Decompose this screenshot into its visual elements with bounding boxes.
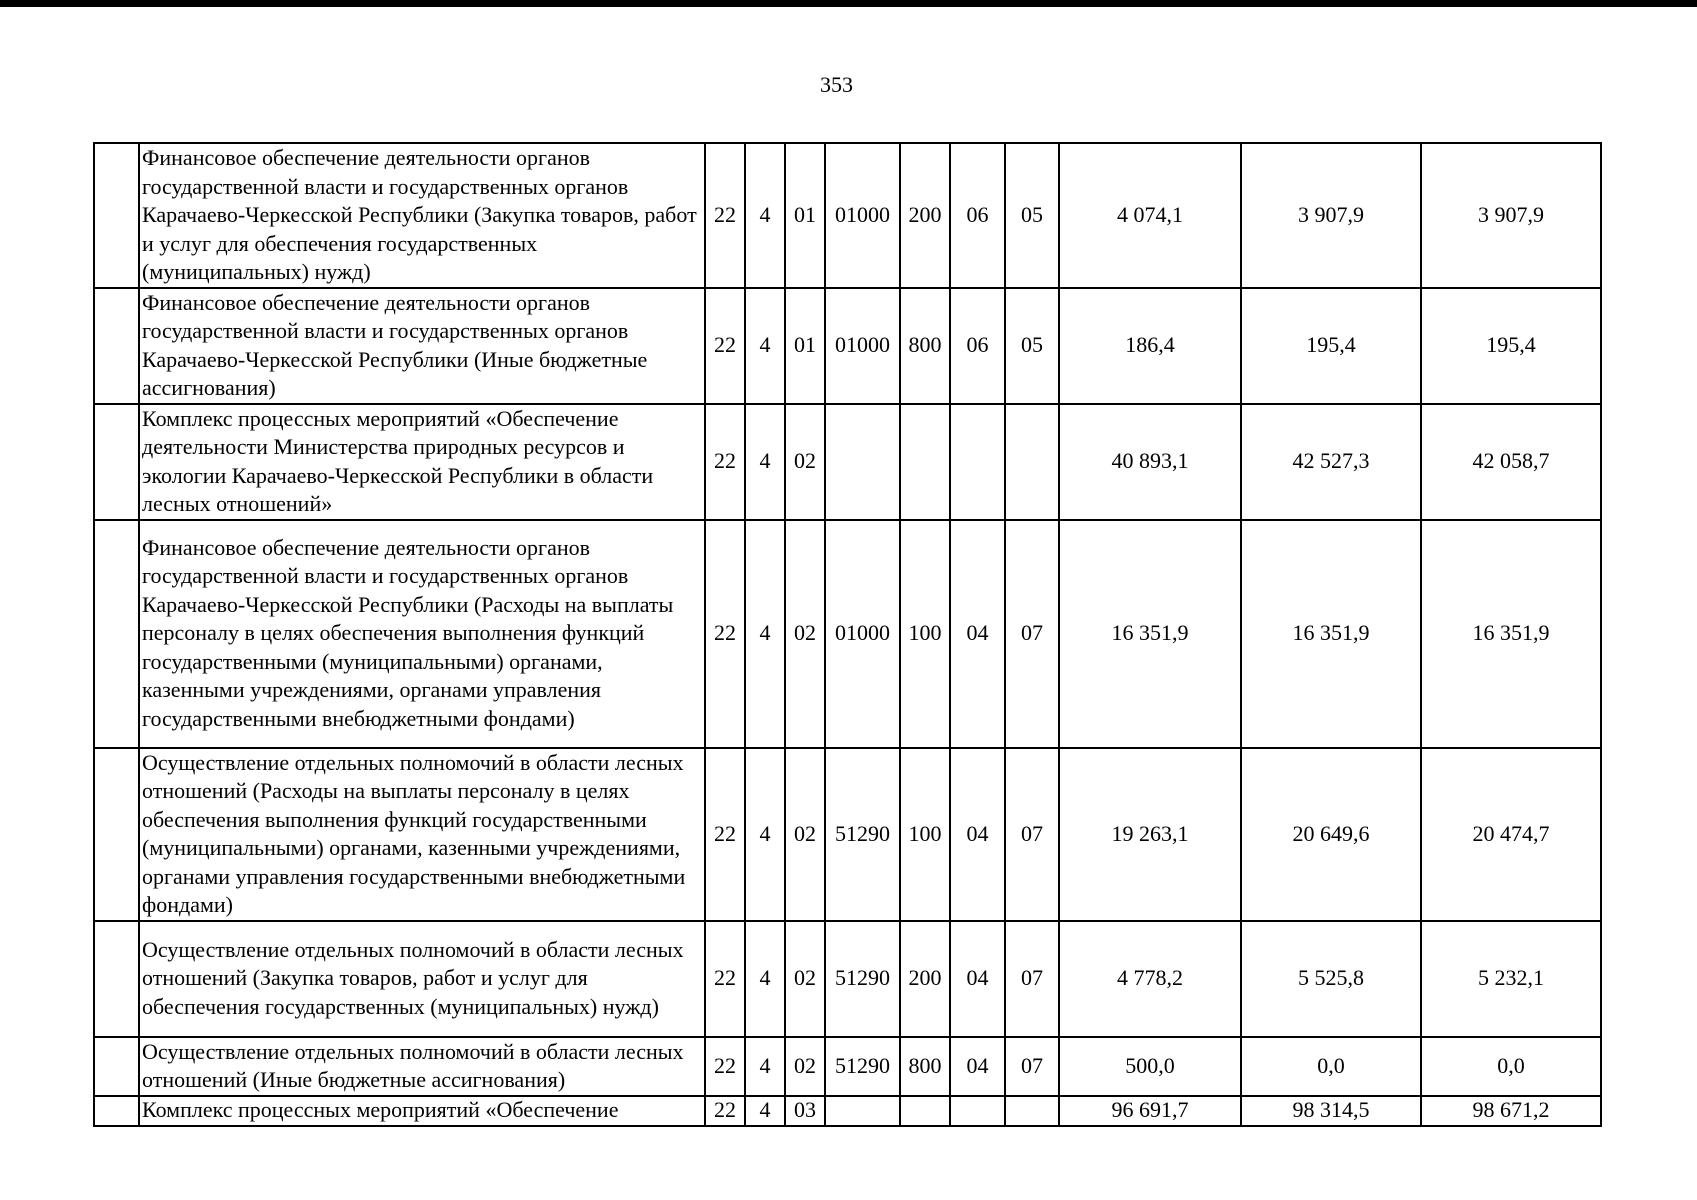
expense-name-cell: Финансовое обеспечение деятельности органов государственной власти и государственных органов Карачаево-Черкесской Республики (Расходы на выплаты персоналу в целях обеспечения выполнения функций государственными (муниципальными) органами, казенными учреждениями, органами управления государственными внебюджетными фондами)	[139, 520, 705, 748]
row-index-cell	[94, 404, 139, 520]
amount-year2-cell: 16 351,9	[1241, 520, 1421, 748]
section-cell: 06	[950, 143, 1005, 288]
subprogram-code-cell: 02	[785, 1037, 825, 1096]
amount-year2-cell: 42 527,3	[1241, 404, 1421, 520]
subprogram-code-cell: 01	[785, 288, 825, 404]
amount-year1-cell: 4 074,1	[1059, 143, 1241, 288]
row-index-cell	[94, 288, 139, 404]
subprogram-code-cell: 01	[785, 143, 825, 288]
ministry-code-cell: 22	[705, 404, 745, 520]
amount-year2-cell: 98 314,5	[1241, 1096, 1421, 1126]
amount-year3-cell: 195,4	[1421, 288, 1601, 404]
section-cell: 06	[950, 288, 1005, 404]
amount-year2-cell: 3 907,9	[1241, 143, 1421, 288]
expense-name-cell: Осуществление отдельных полномочий в области лесных отношений (Расходы на выплаты персоналу в целях обеспечения выполнения функций государственными (муниципальными) органами, казенными учреждениями, органами управления государственными внебюджетными фондами)	[139, 748, 705, 921]
expense-name-cell: Финансовое обеспечение деятельности органов государственной власти и государственных органов Карачаево-Черкесской Республики (Закупка товаров, работ и услуг для обеспечения государственных (муниципальных) нужд)	[139, 143, 705, 288]
table-row	[94, 520, 1601, 748]
row-index-cell	[94, 1096, 139, 1126]
expense-name-cell: Осуществление отдельных полномочий в области лесных отношений (Закупка товаров, работ и услуг для обеспечения государственных (муниципальных) нужд)	[139, 921, 705, 1037]
direction-code-cell: 51290	[825, 921, 900, 1037]
amount-year1-cell: 16 351,9	[1059, 520, 1241, 748]
amount-year3-cell: 0,0	[1421, 1037, 1601, 1096]
expense-type-cell: 200	[900, 921, 950, 1037]
amount-year1-cell: 4 778,2	[1059, 921, 1241, 1037]
amount-year2-cell: 0,0	[1241, 1037, 1421, 1096]
table-row	[94, 921, 1601, 1037]
direction-code-cell: 01000	[825, 520, 900, 748]
amount-year2-cell: 5 525,8	[1241, 921, 1421, 1037]
subsection-cell: 05	[1005, 143, 1059, 288]
ministry-code-cell: 22	[705, 921, 745, 1037]
amount-year1-cell: 40 893,1	[1059, 404, 1241, 520]
program-code-cell: 4	[745, 288, 785, 404]
ministry-code-cell: 22	[705, 520, 745, 748]
direction-code-cell: 51290	[825, 748, 900, 921]
section-cell: 04	[950, 1037, 1005, 1096]
expense-type-cell: 200	[900, 143, 950, 288]
expense-name-cell: Комплекс процессных мероприятий «Обеспечение деятельности Министерства природных ресурсов и экологии Карачаево-Черкесской Республики в области лесных отношений»	[139, 404, 705, 520]
program-code-cell: 4	[745, 748, 785, 921]
section-cell: 04	[950, 748, 1005, 921]
row-index-cell	[94, 748, 139, 921]
subsection-cell	[1005, 404, 1059, 520]
expense-name-cell: Комплекс процессных мероприятий «Обеспечение	[139, 1096, 705, 1126]
amount-year2-cell: 195,4	[1241, 288, 1421, 404]
amount-year1-cell: 500,0	[1059, 1037, 1241, 1096]
expense-type-cell: 100	[900, 520, 950, 748]
direction-code-cell: 01000	[825, 288, 900, 404]
amount-year3-cell: 42 058,7	[1421, 404, 1601, 520]
direction-code-cell: 01000	[825, 143, 900, 288]
subsection-cell: 07	[1005, 520, 1059, 748]
expense-name-cell: Осуществление отдельных полномочий в области лесных отношений (Иные бюджетные ассигнования)	[139, 1037, 705, 1096]
amount-year3-cell: 5 232,1	[1421, 921, 1601, 1037]
expense-type-cell: 100	[900, 748, 950, 921]
section-cell	[950, 404, 1005, 520]
subsection-cell	[1005, 1096, 1059, 1126]
section-cell	[950, 1096, 1005, 1126]
table-row	[94, 288, 1601, 404]
subprogram-code-cell: 02	[785, 921, 825, 1037]
scan-top-border	[0, 0, 1697, 7]
amount-year1-cell: 19 263,1	[1059, 748, 1241, 921]
ministry-code-cell: 22	[705, 748, 745, 921]
subsection-cell: 07	[1005, 1037, 1059, 1096]
expense-type-cell	[900, 404, 950, 520]
amount-year3-cell: 3 907,9	[1421, 143, 1601, 288]
page-number: 353	[820, 72, 853, 97]
amount-year3-cell: 20 474,7	[1421, 748, 1601, 921]
table-row	[94, 1037, 1601, 1096]
amount-year3-cell: 16 351,9	[1421, 520, 1601, 748]
row-index-cell	[94, 143, 139, 288]
program-code-cell: 4	[745, 921, 785, 1037]
program-code-cell: 4	[745, 1096, 785, 1126]
program-code-cell: 4	[745, 520, 785, 748]
expense-type-cell	[900, 1096, 950, 1126]
ministry-code-cell: 22	[705, 288, 745, 404]
ministry-code-cell: 22	[705, 1096, 745, 1126]
ministry-code-cell: 22	[705, 143, 745, 288]
subsection-cell: 07	[1005, 921, 1059, 1037]
expense-name-cell: Финансовое обеспечение деятельности органов государственной власти и государственных органов Карачаево-Черкесской Республики (Иные бюджетные ассигнования)	[139, 288, 705, 404]
table-row	[94, 404, 1601, 520]
program-code-cell: 4	[745, 1037, 785, 1096]
amount-year2-cell: 20 649,6	[1241, 748, 1421, 921]
table-row	[94, 1096, 1601, 1126]
amount-year1-cell: 96 691,7	[1059, 1096, 1241, 1126]
expense-type-cell: 800	[900, 1037, 950, 1096]
subprogram-code-cell: 02	[785, 748, 825, 921]
expense-type-cell: 800	[900, 288, 950, 404]
amount-year1-cell: 186,4	[1059, 288, 1241, 404]
subsection-cell: 05	[1005, 288, 1059, 404]
program-code-cell: 4	[745, 143, 785, 288]
section-cell: 04	[950, 921, 1005, 1037]
program-code-cell: 4	[745, 404, 785, 520]
amount-year3-cell: 98 671,2	[1421, 1096, 1601, 1126]
section-cell: 04	[950, 520, 1005, 748]
subprogram-code-cell: 02	[785, 520, 825, 748]
budget-table	[93, 142, 1602, 1127]
direction-code-cell: 51290	[825, 1037, 900, 1096]
row-index-cell	[94, 520, 139, 748]
row-index-cell	[94, 1037, 139, 1096]
subprogram-code-cell: 03	[785, 1096, 825, 1126]
ministry-code-cell: 22	[705, 1037, 745, 1096]
row-index-cell	[94, 921, 139, 1037]
direction-code-cell	[825, 1096, 900, 1126]
table-row	[94, 748, 1601, 921]
subprogram-code-cell: 02	[785, 404, 825, 520]
direction-code-cell	[825, 404, 900, 520]
subsection-cell: 07	[1005, 748, 1059, 921]
table-row	[94, 143, 1601, 288]
